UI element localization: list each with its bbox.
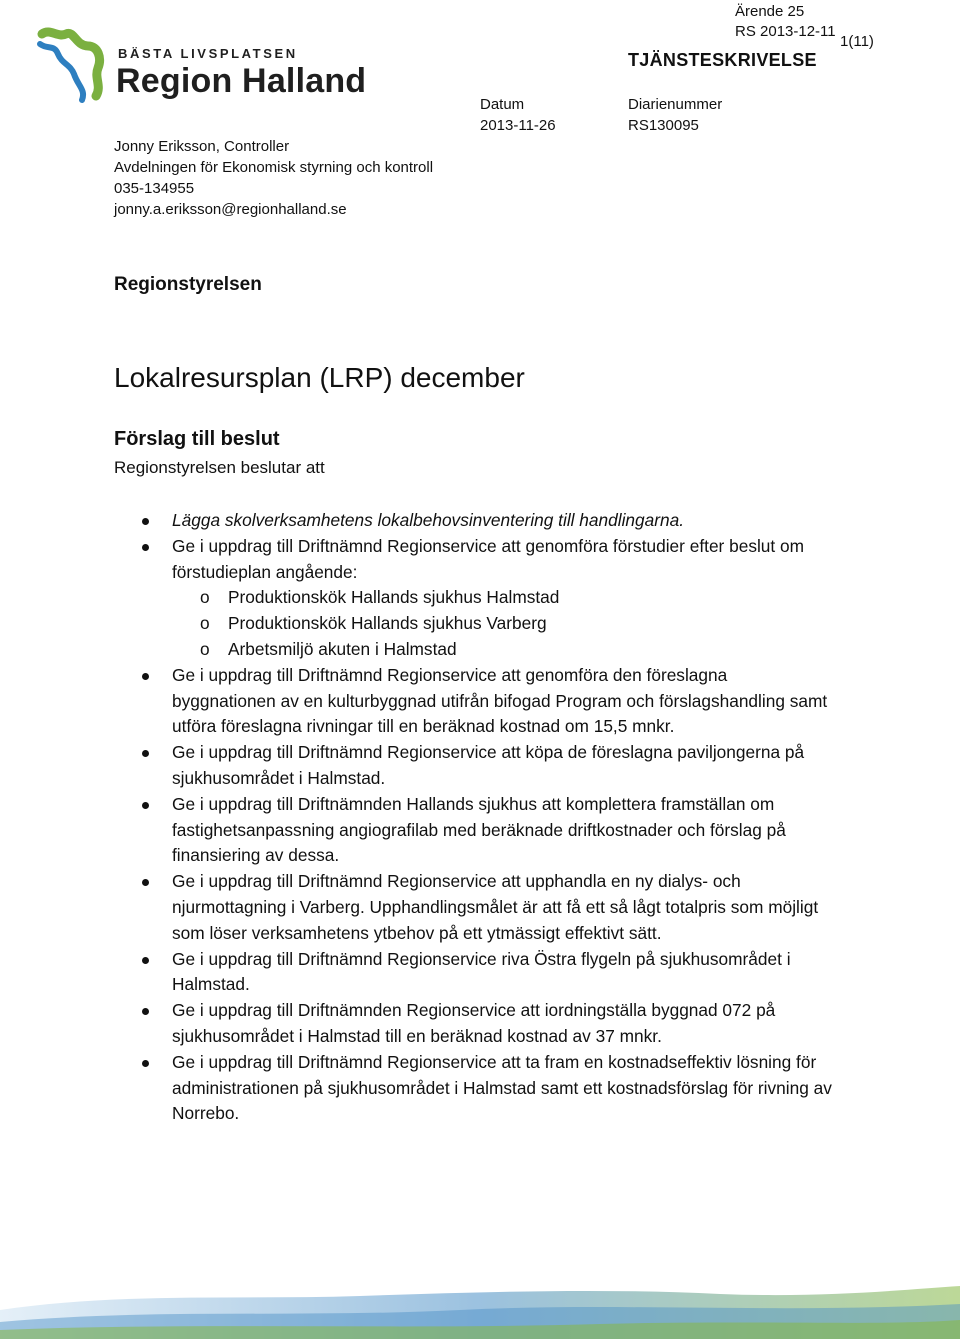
decision-item: Ge i uppdrag till Driftnämnden Regionservice att iordningställa byggnad 072 på sjukhusområdet i Halmstad till en beräknad kostnad av 37 mnkr. xyxy=(172,998,832,1050)
diarie-value: RS130095 xyxy=(628,117,699,134)
decision-item: Lägga skolverksamhetens lokalbehovsinventering till handlingarna. xyxy=(172,508,832,534)
author-block xyxy=(114,136,433,220)
decision-item: Ge i uppdrag till Driftnämnden Hallands sjukhus att komplettera framställan om fastighetsanpassning angiografilab med beräknade driftkostnader och förslag på finansiering av dessa. xyxy=(172,792,832,869)
footer-decoration xyxy=(0,1270,960,1339)
decision-item: Ge i uppdrag till Driftnämnd Regionservice att upphandla en ny dialys- och njurmottagning i Varberg. Upphandlingsmålet är att få ett så lågt totalpris som möjligt som löser verksamhetens ytbehov på ett ytmässigt effektivt sätt. xyxy=(172,869,832,946)
bullet-icon xyxy=(142,957,149,964)
sub-item: o Produktionskök Hallands sjukhus Varberg xyxy=(200,613,547,634)
author-email: jonny.a.eriksson@regionhalland.se xyxy=(114,201,347,218)
date-value: 2013-11-26 xyxy=(480,117,556,134)
case-reference xyxy=(735,2,836,42)
bullet-icon xyxy=(142,1008,149,1015)
decision-item: Ge i uppdrag till Driftnämnd Regionservice att genomföra den föreslagna byggnationen av en kulturbyggnad utifrån bifogad Program och förslagshandling samt utföra föreslagna rivningar till en beräknad kostnad om 15,5 mnkr. xyxy=(172,663,832,740)
halland-map-icon xyxy=(36,24,116,104)
decision-list xyxy=(172,508,832,1127)
diarie-label: Diarienummer xyxy=(628,96,723,113)
document-title: Lokalresursplan (LRP) december xyxy=(114,362,525,393)
document-type: TJÄNSTESKRIVELSE xyxy=(628,50,817,70)
author-name: Jonny Eriksson, Controller xyxy=(114,138,290,155)
author-department: Avdelningen för Ekonomisk styrning och kontroll xyxy=(114,159,434,176)
date-label: Datum xyxy=(480,96,525,113)
logo-tagline: BÄSTA LIVSPLATSEN xyxy=(118,46,298,61)
page-number: 1(11) xyxy=(840,33,874,50)
sub-item: o Produktionskök Hallands sjukhus Halmstad xyxy=(200,587,560,608)
bullet-icon xyxy=(142,879,149,886)
bullet-icon xyxy=(142,750,149,757)
decision-item: Ge i uppdrag till Driftnämnd Regionservice att genomföra förstudier efter beslut om förstudieplan angående: o Produktionskök Hallands sjukhus Halmstad o Produktionskök Hallands sjukhus Varberg o Arbetsmiljö akuten i Halmstad xyxy=(172,534,832,663)
decision-item: Ge i uppdrag till Driftnämnd Regionservice att ta fram en kostnadseffektiv lösning för administrationen på sjukhusområdet i Halmstad samt ett kostnadsförslag för rivning av Norrebo. xyxy=(172,1050,832,1127)
logo-name: Region Halland xyxy=(116,62,367,100)
bullet-icon xyxy=(142,518,149,525)
sub-item: o Arbetsmiljö akuten i Halmstad xyxy=(200,638,457,659)
board-date: RS 2013-12-11 xyxy=(735,23,836,40)
sub-list xyxy=(172,585,832,662)
recipient: Regionstyrelsen xyxy=(114,274,262,295)
decision-item: Ge i uppdrag till Driftnämnd Regionservice att köpa de föreslagna paviljongerna på sjukhusområdet i Halmstad. xyxy=(172,740,832,792)
bullet-icon xyxy=(142,673,149,680)
proposal-intro: Regionstyrelsen beslutar att xyxy=(114,458,325,477)
region-halland-logo xyxy=(36,24,376,104)
decision-item: Ge i uppdrag till Driftnämnd Regionservice riva Östra flygeln på sjukhusområdet i Halmstad. xyxy=(172,947,832,999)
bullet-icon xyxy=(142,544,149,551)
case-number: Ärende 25 xyxy=(735,3,805,20)
bullet-icon xyxy=(142,1060,149,1067)
author-phone: 035-134955 xyxy=(114,180,195,197)
proposal-heading: Förslag till beslut xyxy=(114,428,280,450)
bullet-icon xyxy=(142,802,149,809)
